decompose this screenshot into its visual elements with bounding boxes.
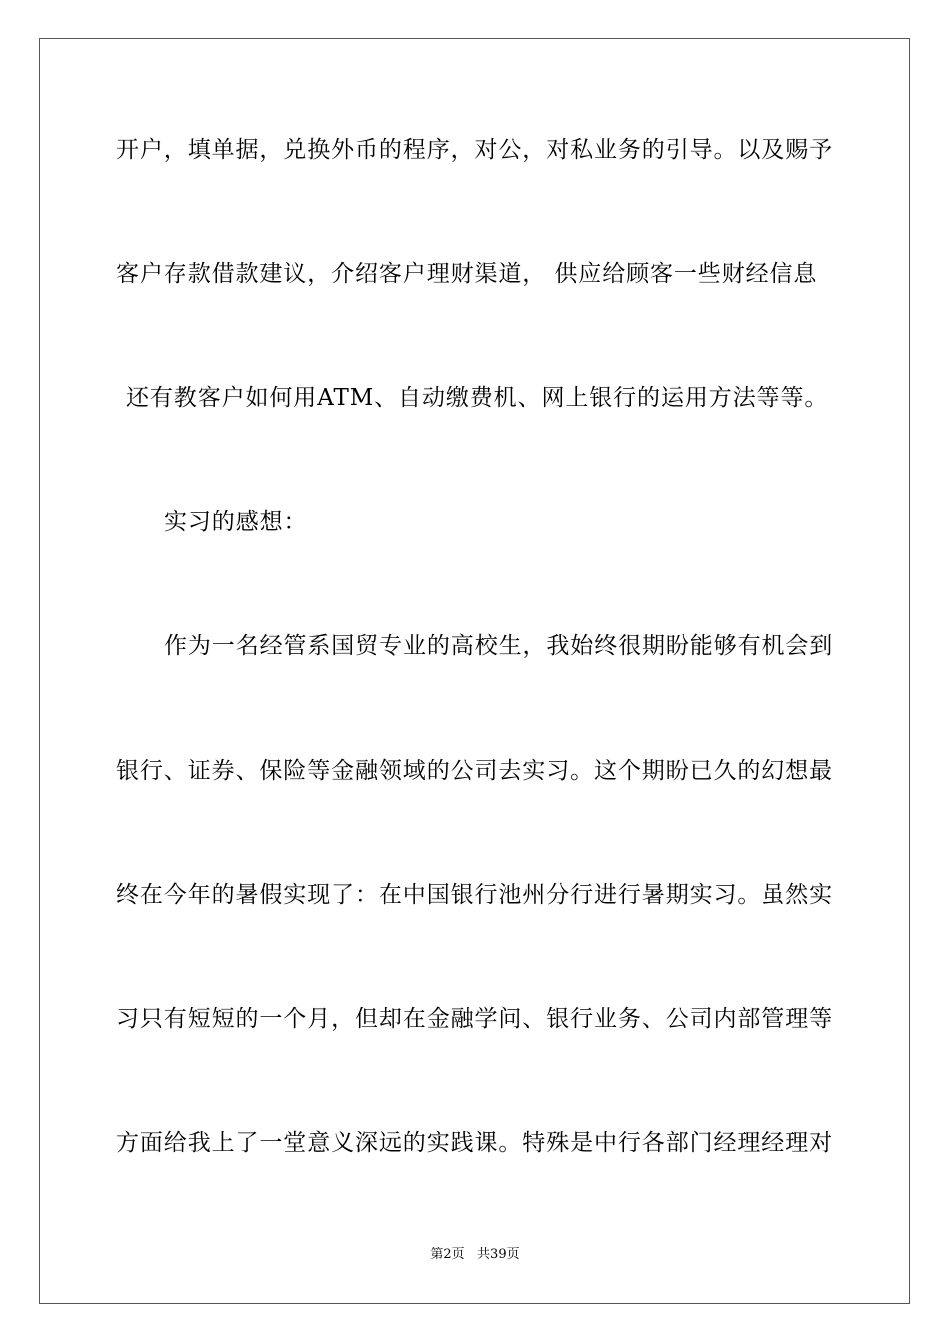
body-text-line: 习只有短短的一个月，但却在金融学问、银行业务、公司内部管理等 (116, 1006, 833, 1032)
body-text-line: 终在今年的暑假实现了：在中国银行池州分行进行暑期实习。虽然实 (116, 882, 833, 908)
body-text-line: 方面给我上了一堂意义深远的实践课。特殊是中行各部门经理经理对 (116, 1130, 833, 1156)
body-text-line: 作为一名经管系国贸专业的高校生，我始终很期盼能够有机会到 (164, 633, 834, 659)
body-text-line: 开户，填单据，兑换外币的程序，对公，对私业务的引导。以及赐予 (116, 137, 833, 163)
body-text-line: 客户存款借款建议，介绍客户理财渠道， 供应给顾客一些财经信息 (116, 261, 818, 287)
section-heading: 实习的感想： (164, 509, 308, 535)
body-text-line: 银行、证券、保险等金融领域的公司去实习。这个期盼已久的幻想最 (116, 758, 833, 784)
page-number-footer: 第2页 共39页 (430, 1247, 520, 1262)
page-border (39, 38, 910, 1304)
body-text-line: 还有教客户如何用ATM、自动缴费机、网上银行的运用方法等等。 (126, 385, 829, 411)
